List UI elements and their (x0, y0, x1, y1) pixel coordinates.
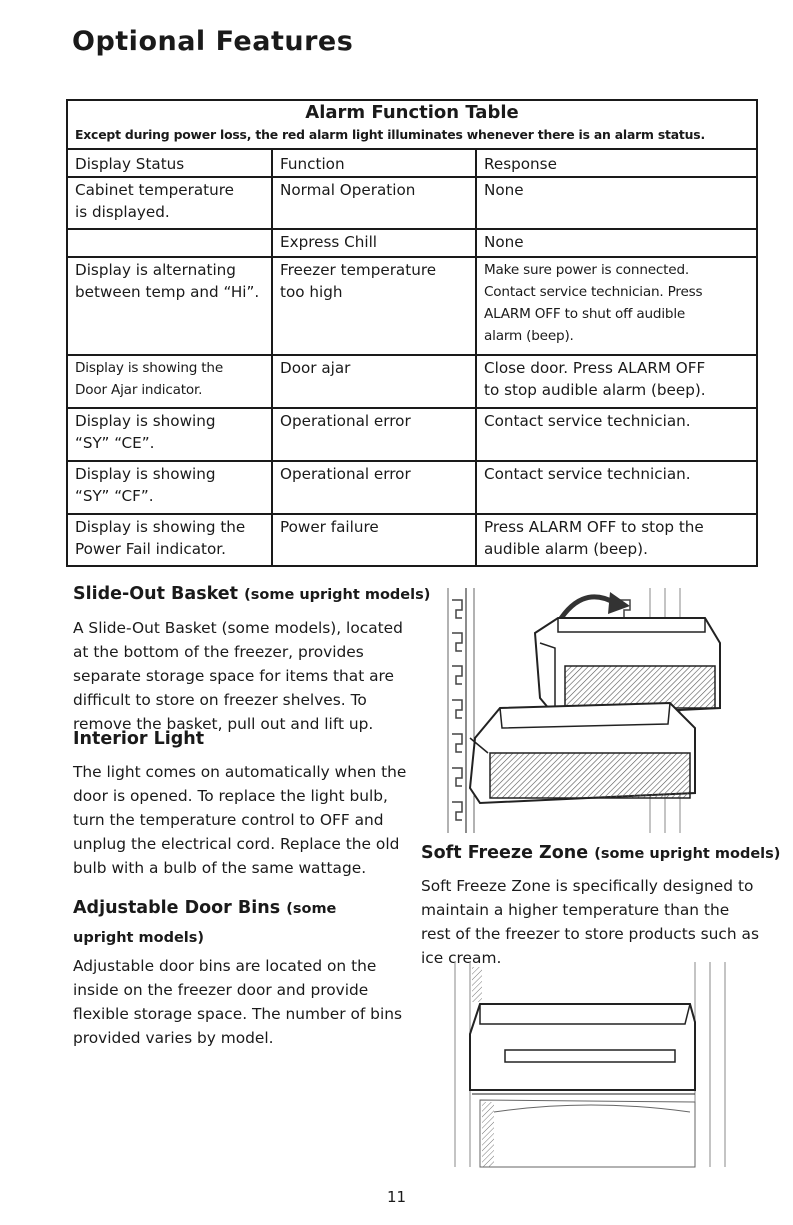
table-row (67, 461, 757, 514)
interior-light-heading: Interior Light (73, 729, 205, 749)
soft-freeze-zone-illustration (450, 962, 735, 1172)
section-title: Adjustable Door Bins (73, 898, 281, 918)
door-bins-text: Adjustable door bins are located on the inside on the freezer door and provide flexible storage space. The number of bins provided varies by model. (73, 957, 402, 1047)
section-subtitle: (some upright models) (594, 846, 781, 862)
door-bins-heading (73, 894, 403, 952)
function-cell: Door ajar (272, 355, 476, 408)
response-cell: Contact service technician. (476, 461, 757, 514)
response-cell: Close door. Press ALARM OFF to stop audible alarm (beep). (476, 355, 757, 408)
column-header-response: Response (476, 149, 757, 177)
status-cell: Cabinet temperature is displayed. (67, 177, 272, 229)
section-title: Slide-Out Basket (73, 584, 239, 604)
response-cell: Make sure power is connected. Contact service technician. Press ALARM OFF to shut off audible alarm (beep). (476, 257, 757, 355)
table-row (67, 229, 757, 257)
status-cell: Display is showing the Door Ajar indicator. (67, 355, 272, 408)
status-cell: Display is alternating between temp and “Hi”. (67, 257, 272, 355)
table-row (67, 355, 757, 408)
page-number: 11 (386, 1188, 407, 1206)
alarm-function-table (66, 99, 758, 567)
table-row (67, 514, 757, 566)
table-note: Except during power loss, the red alarm light illuminates whenever there is an alarm status. (67, 124, 757, 149)
function-cell: Express Chill (272, 229, 476, 257)
slide-out-basket-heading (73, 584, 430, 604)
status-cell: Display is showing “SY” “CF”. (67, 461, 272, 514)
response-cell: Press ALARM OFF to stop the audible alarm (beep). (476, 514, 757, 566)
soft-freeze-zone-heading (421, 843, 780, 863)
slide-out-basket-text: A Slide-Out Basket (some models), located at the bottom of the freezer, provides separate storage space for items that are difficult to store on freezer shelves. To remove the basket, pull out and lift up. (73, 619, 403, 733)
column-header-function: Function (272, 149, 476, 177)
status-cell: Display is showing the Power Fail indicator. (67, 514, 272, 566)
table-row (67, 257, 757, 355)
function-cell: Operational error (272, 408, 476, 461)
page-title: Optional Features (72, 26, 354, 57)
function-cell: Normal Operation (272, 177, 476, 229)
response-cell: Contact service technician. (476, 408, 757, 461)
section-subtitle: (some upright models) (244, 587, 431, 603)
interior-light-text: The light comes on automatically when the door is opened. To replace the light bulb, turn the temperature control to OFF and unplug the electrical cord. Replace the old bulb with a bulb of the same wattage. (73, 763, 407, 877)
function-cell: Power failure (272, 514, 476, 566)
slide-out-basket-illustration (440, 588, 760, 838)
response-cell: None (476, 177, 757, 229)
column-header-display-status: Display Status (67, 149, 272, 177)
response-cell: None (476, 229, 757, 257)
soft-freeze-zone-text: Soft Freeze Zone is specifically designed to maintain a higher temperature than the rest of the freezer to store products such as ice cream. (421, 877, 759, 967)
table-title: Alarm Function Table (67, 100, 757, 124)
table-row (67, 408, 757, 461)
table-row (67, 177, 757, 229)
function-cell: Operational error (272, 461, 476, 514)
section-subtitle-suffix: (some (286, 901, 337, 917)
function-cell: Freezer temperature too high (272, 257, 476, 355)
section-title: Soft Freeze Zone (421, 843, 589, 863)
section-subtitle: upright models) (73, 930, 205, 946)
status-cell: Display is showing “SY” “CE”. (67, 408, 272, 461)
status-cell (67, 229, 272, 257)
